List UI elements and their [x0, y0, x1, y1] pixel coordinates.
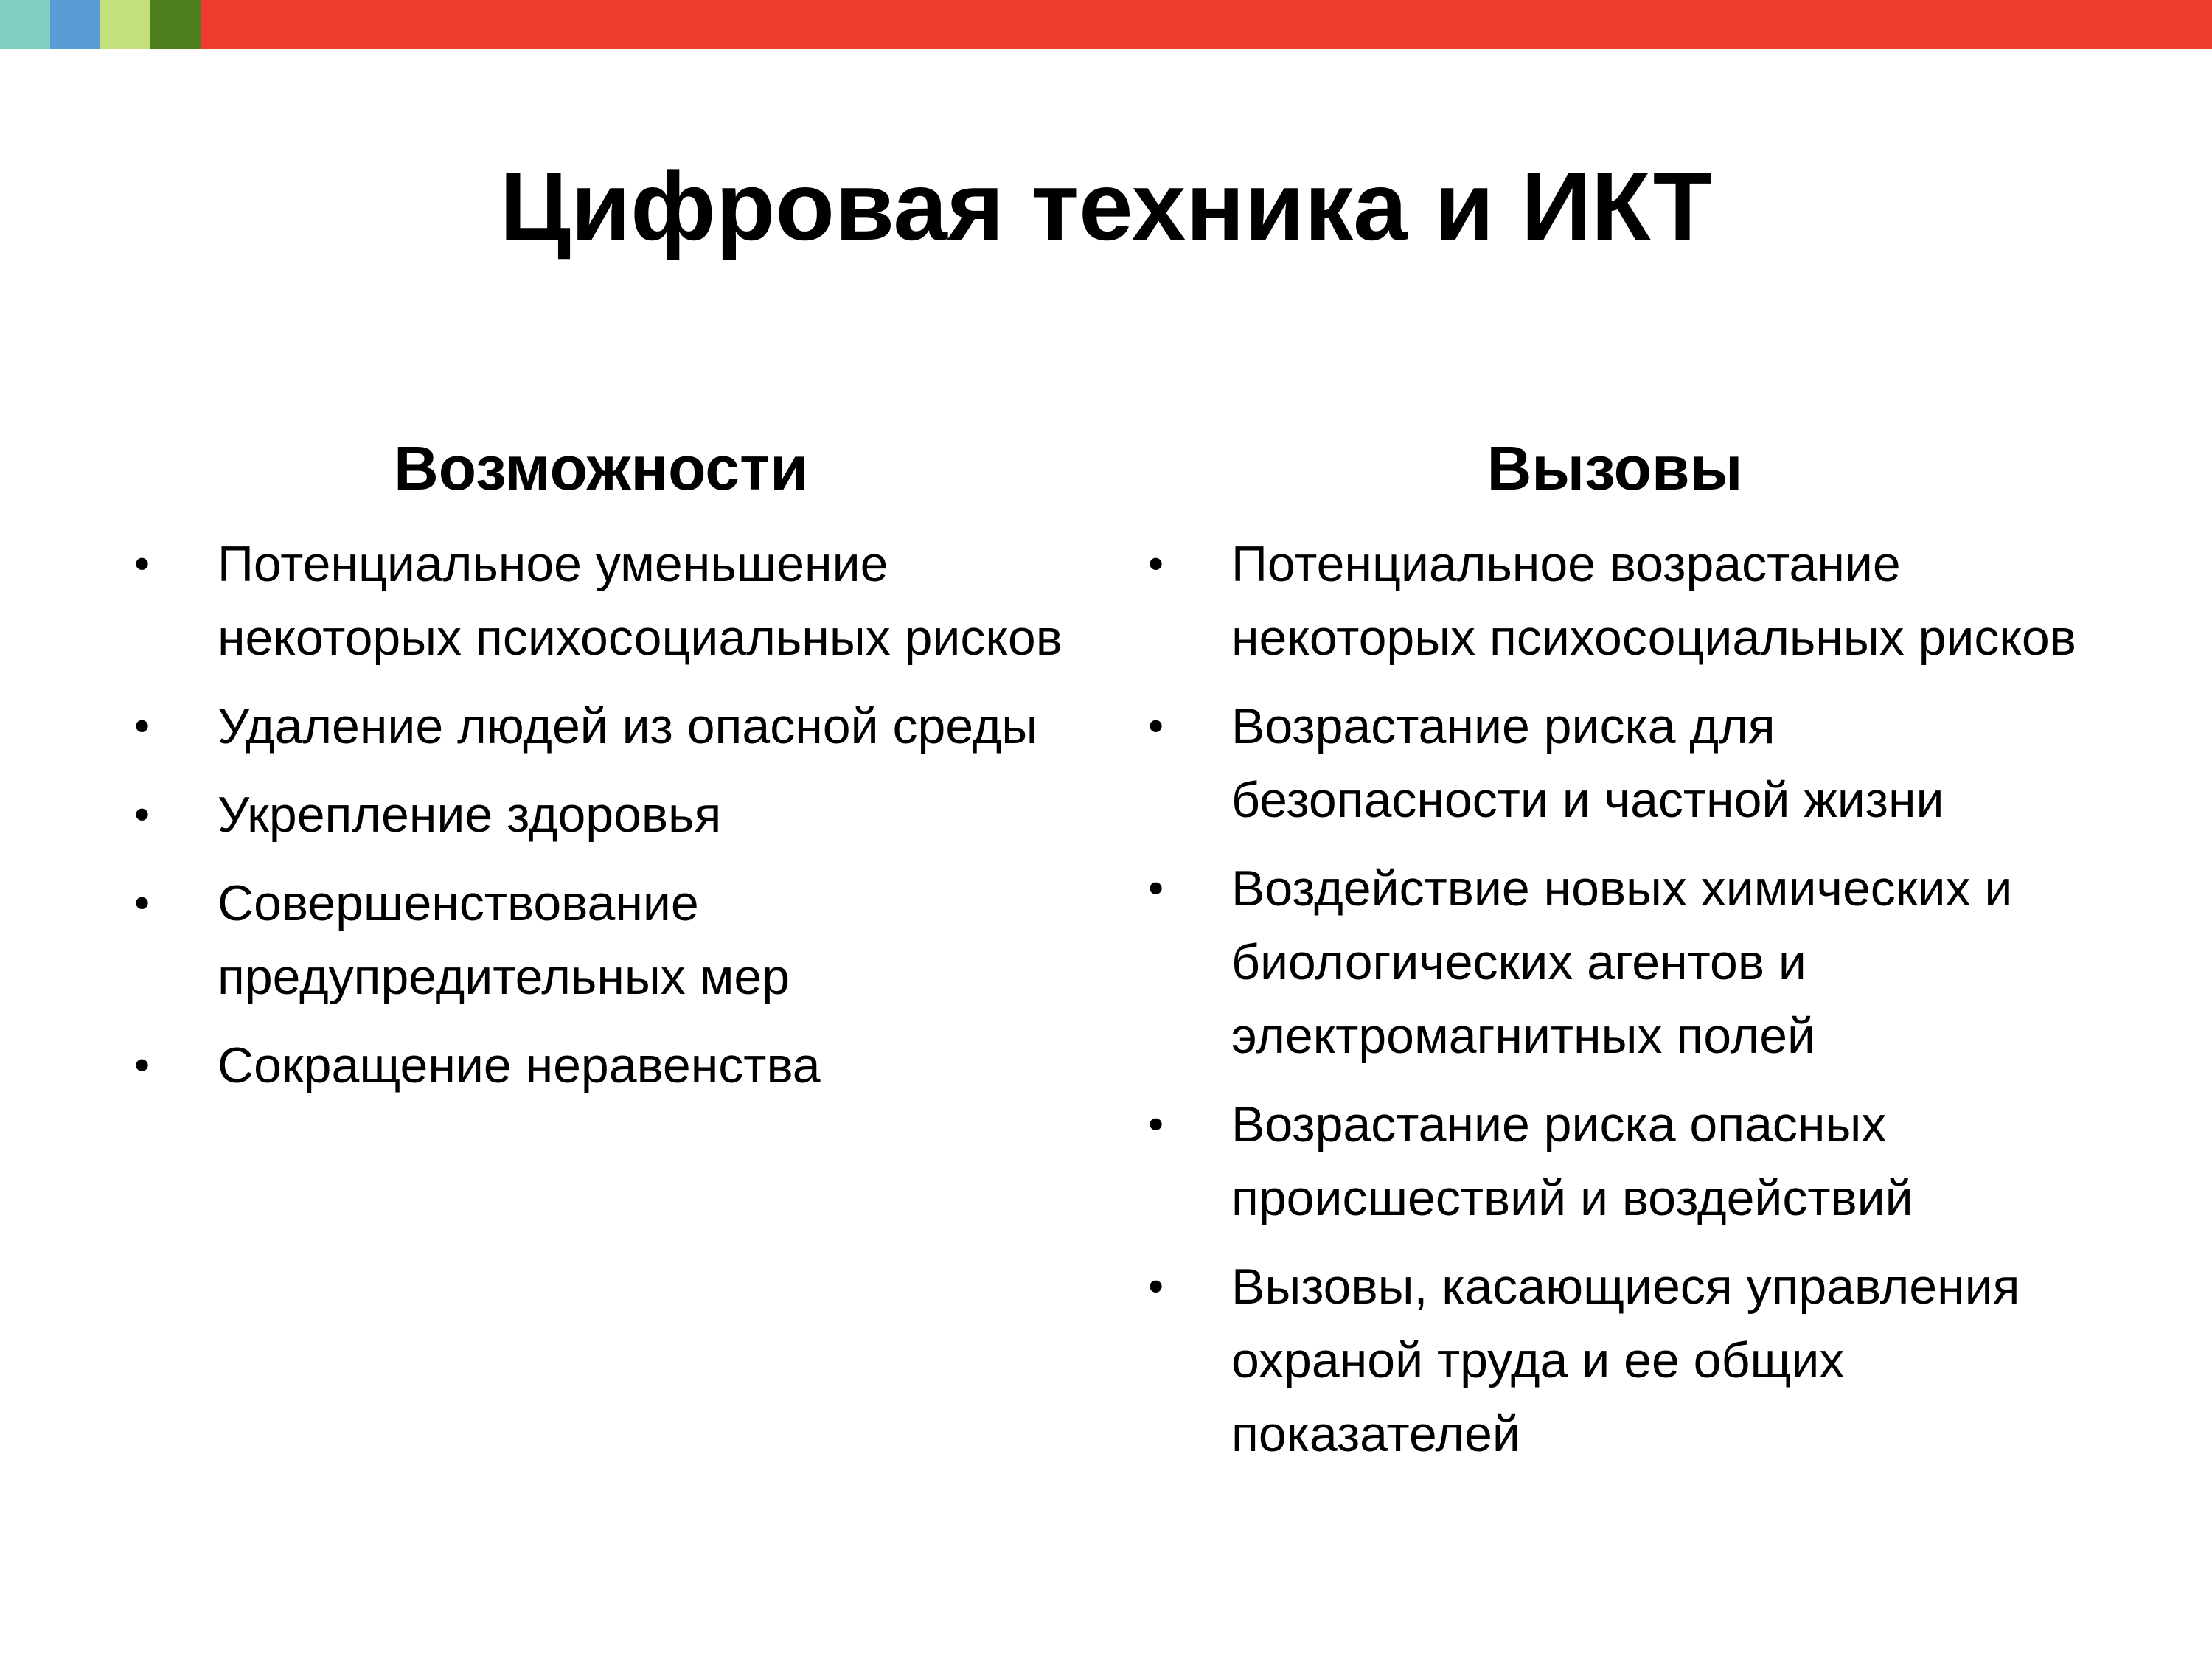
opportunities-column — [125, 431, 1084, 1117]
bar-swatch-darkgreen — [150, 0, 201, 49]
list-item-text: Возрастание риска опасных происшествий и воздействий — [1231, 1096, 1913, 1226]
bullet-icon: • — [134, 878, 150, 928]
list-item — [125, 1029, 1084, 1102]
bullet-icon: • — [1148, 863, 1164, 913]
slide-title: Цифровая техника и ИКТ — [499, 152, 1713, 260]
list-item — [125, 527, 1084, 675]
list-item-text: Потенциальное возрастание некоторых психосоциальных рисков — [1231, 536, 2076, 666]
opportunities-list — [125, 527, 1084, 1102]
list-item-text: Воздействие новых химических и биологических агентов и электромагнитных полей — [1231, 860, 2013, 1064]
list-item — [125, 778, 1084, 852]
bullet-icon: • — [1148, 1099, 1164, 1149]
bullet-icon: • — [134, 1040, 150, 1090]
bar-red-stripe — [201, 0, 2212, 49]
list-item — [1139, 852, 2098, 1073]
list-item — [1139, 1088, 2098, 1235]
bullet-icon: • — [1148, 701, 1164, 751]
bullet-icon: • — [1148, 1262, 1164, 1311]
bar-swatch-blue — [50, 0, 100, 49]
opportunities-heading: Возможности — [394, 434, 808, 503]
list-item — [125, 689, 1084, 763]
list-item — [1139, 1250, 2098, 1471]
bullet-icon: • — [1148, 539, 1164, 588]
list-item-text: Вызовы, касающиеся управления охраной труда и ее общих показателей — [1231, 1259, 2020, 1462]
bullet-icon: • — [134, 539, 150, 588]
list-item-text: Совершенствование предупредительных мер — [218, 875, 790, 1005]
list-item — [1139, 689, 2098, 837]
list-item — [1139, 527, 2098, 675]
list-item-text: Возрастание риска для безопасности и частной жизни — [1231, 698, 1944, 828]
challenges-heading: Вызовы — [1486, 434, 1743, 503]
bullet-icon: • — [134, 701, 150, 751]
list-item — [125, 866, 1084, 1014]
top-color-bar — [0, 0, 2212, 49]
list-item-text: Укрепление здоровья — [218, 787, 722, 843]
bar-swatch-teal — [0, 0, 50, 49]
bullet-icon: • — [134, 790, 150, 839]
list-item-text: Удаление людей из опасной среды — [218, 698, 1038, 754]
challenges-list — [1139, 527, 2098, 1471]
bar-swatch-lightgreen — [100, 0, 150, 49]
challenges-column — [1139, 431, 2098, 1486]
list-item-text: Сокращение неравенства — [218, 1037, 821, 1093]
list-item-text: Потенциальное уменьшение некоторых психосоциальных рисков — [218, 536, 1062, 666]
